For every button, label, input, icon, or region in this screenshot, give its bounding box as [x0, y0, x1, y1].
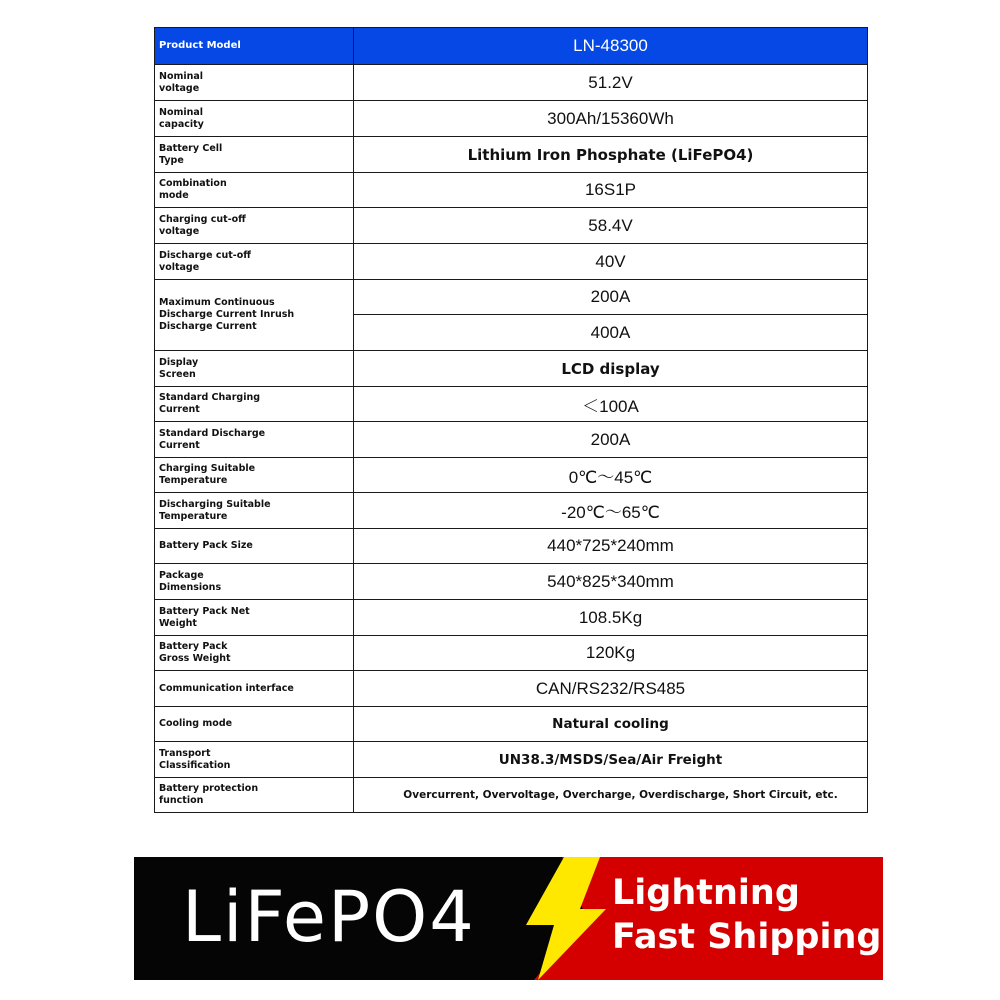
table-row — [155, 101, 868, 137]
product-model-label: Product Model — [155, 28, 354, 65]
table-row — [155, 280, 868, 315]
row-label: Charging cut-off voltage — [155, 208, 354, 244]
table-row — [155, 636, 868, 671]
row-value: 40V — [354, 244, 868, 280]
row-label: Standard Discharge Current — [155, 422, 354, 458]
row-value: UN38.3/MSDS/Sea/Air Freight — [354, 742, 868, 778]
row-label: Charging Suitable Temperature — [155, 458, 354, 493]
row-label: Battery Cell Type — [155, 137, 354, 173]
row-label: Nominal capacity — [155, 101, 354, 137]
row-label: Battery Pack Size — [155, 529, 354, 564]
table-row — [155, 173, 868, 208]
table-row — [155, 742, 868, 778]
table-row — [155, 493, 868, 529]
table-row — [155, 244, 868, 280]
table-row — [155, 458, 868, 493]
row-label: Display Screen — [155, 351, 354, 387]
row-label: Battery Pack Net Weight — [155, 600, 354, 636]
row-label: Maximum Continuous Discharge Current Inrush Discharge Current — [155, 280, 354, 351]
row-value: 440*725*240mm — [354, 529, 868, 564]
table-row — [155, 137, 868, 173]
row-label: Package Dimensions — [155, 564, 354, 600]
row-label: Discharging Suitable Temperature — [155, 493, 354, 529]
table-row — [155, 600, 868, 636]
row-label: Combination mode — [155, 173, 354, 208]
row-value: 58.4V — [354, 208, 868, 244]
row-value: ＜100A — [354, 387, 868, 422]
row-label: Standard Charging Current — [155, 387, 354, 422]
table-row — [155, 208, 868, 244]
row-label: Discharge cut-off voltage — [155, 244, 354, 280]
row-value: Lithium Iron Phosphate (LiFePO4) — [354, 137, 868, 173]
row-value: -20℃～65℃ — [354, 493, 868, 529]
shipping-banner — [134, 857, 883, 980]
row-value: LCD display — [354, 351, 868, 387]
shipping-line-1: Lightning — [612, 873, 800, 913]
row-label: Battery protection function — [155, 778, 354, 813]
row-value: 300Ah/15360Wh — [354, 101, 868, 137]
table-row — [155, 422, 868, 458]
table-row — [155, 707, 868, 742]
table-row — [155, 564, 868, 600]
row-value: Overcurrent, Overvoltage, Overcharge, Overdischarge, Short Circuit, etc. — [354, 778, 868, 813]
shipping-text — [612, 871, 881, 959]
product-model-value: LN-48300 — [354, 28, 868, 65]
table-row — [155, 529, 868, 564]
row-value: 51.2V — [354, 65, 868, 101]
row-value: 120Kg — [354, 636, 868, 671]
row-value-secondary: 400A — [354, 315, 868, 351]
table-row — [155, 387, 868, 422]
table-row — [155, 351, 868, 387]
table-row — [155, 65, 868, 101]
row-label: Transport Classification — [155, 742, 354, 778]
table-header-row — [155, 28, 868, 65]
row-label: Nominal voltage — [155, 65, 354, 101]
row-value: 200A — [354, 280, 868, 315]
row-label: Cooling mode — [155, 707, 354, 742]
lifepo4-logo-text: LiFePO4 — [182, 876, 476, 958]
row-value: 16S1P — [354, 173, 868, 208]
row-value: CAN/RS232/RS485 — [354, 671, 868, 707]
row-value: 108.5Kg — [354, 600, 868, 636]
row-value: 200A — [354, 422, 868, 458]
row-value: 0℃～45℃ — [354, 458, 868, 493]
row-value: Natural cooling — [354, 707, 868, 742]
row-label: Battery Pack Gross Weight — [155, 636, 354, 671]
spec-table — [154, 27, 868, 813]
shipping-line-2: Fast Shipping — [612, 917, 882, 957]
row-label: Communication interface — [155, 671, 354, 707]
row-value: 540*825*340mm — [354, 564, 868, 600]
table-row — [155, 671, 868, 707]
table-row — [155, 778, 868, 813]
